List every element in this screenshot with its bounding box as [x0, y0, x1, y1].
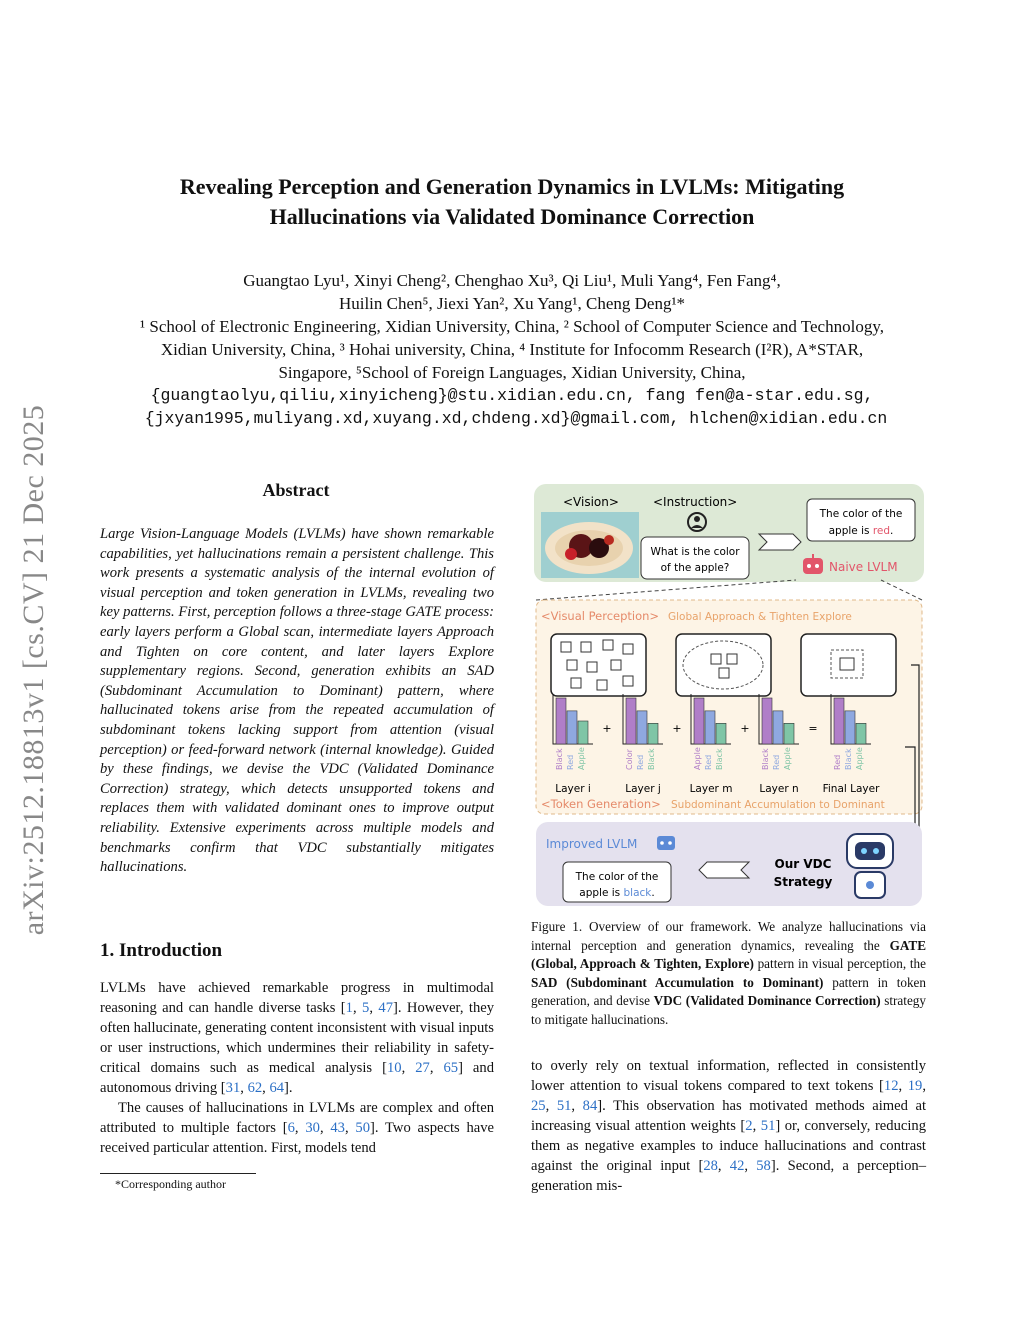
citation-link[interactable]: 42: [729, 1158, 745, 1174]
apple-plate-image: [541, 512, 639, 578]
vdc-strategy-label: Strategy: [773, 875, 833, 889]
introduction-text: LVLMs have achieved remarkable progress in multimodal reasoning and can handle diverse tasks [1, 5, 47]. However, they often hallucinate, generating content inconsistent with visual inputs or user instructions, which undermines their reliability in safety-critical domains such as medical analysis [10, 27, 65] and autonomous driving [31, 62, 64]. The causes of hallucinations in LVLMs are complex and often attributed to multiple factors [6, 30, 43, 50]. Two aspects have received particular attention. First, models tend: [100, 980, 495, 1156]
improved-lvlm-label: Improved LVLM: [546, 837, 638, 851]
token-generation-tag: <Token Generation>: [541, 797, 661, 811]
token-bar: [567, 711, 577, 744]
layer-label: Final Layer: [822, 783, 880, 795]
token-label: Red: [566, 754, 575, 770]
plus-sign: +: [740, 722, 750, 735]
token-label: Apple: [855, 747, 864, 770]
connector-line: [536, 580, 796, 600]
connector-line: [881, 580, 922, 600]
naive-answer-text: The color of the: [819, 508, 903, 520]
citation-link[interactable]: 43: [330, 1120, 345, 1136]
token-label: Black: [715, 748, 724, 770]
plus-sign: +: [672, 722, 682, 735]
citation-link[interactable]: 84: [582, 1098, 598, 1114]
footnote-rule: [100, 1173, 256, 1174]
token-label: Apple: [577, 747, 586, 770]
token-generation-desc: Subdominant Accumulation to Dominant: [671, 799, 885, 811]
citation-link[interactable]: 65: [443, 1060, 459, 1076]
author-block: [100, 269, 924, 430]
citation-link[interactable]: 51: [760, 1118, 776, 1134]
footnote: *Corresponding author: [115, 1177, 226, 1191]
affiliation-line: ¹ School of Electronic Engineering, Xidian University, China, ² School of Computer Science and Technology,: [140, 317, 884, 336]
token-bar: [834, 698, 844, 744]
email-line: {guangtaolyu,qiliu,xinyicheng}@stu.xidian.edu.cn, fang fen@a-star.edu.sg,: [150, 386, 874, 405]
citation-link[interactable]: 51: [556, 1098, 572, 1114]
paper-title: Revealing Perception and Generation Dynamics in LVLMs: Mitigating Hallucinations via Validated Dominance Correction: [179, 174, 845, 229]
citation-link[interactable]: 27: [415, 1060, 430, 1076]
citation-link[interactable]: 1: [345, 1000, 353, 1016]
citation-link[interactable]: 31: [225, 1080, 241, 1096]
question-text: of the apple?: [660, 562, 730, 574]
improved-answer-text: The color of the: [575, 871, 659, 883]
token-bar: [626, 698, 636, 744]
citation-link[interactable]: 19: [907, 1078, 923, 1094]
token-bar: [705, 711, 715, 744]
approach-tighten-box: [676, 634, 771, 696]
citation-link[interactable]: 64: [269, 1080, 285, 1096]
token-label: Red: [772, 754, 781, 770]
affiliation-line: Singapore, ⁵School of Foreign Languages, Xidian University, China,: [278, 363, 746, 382]
token-bar: [556, 698, 566, 744]
improved-answer-text: apple is black.: [579, 887, 655, 899]
section-heading-introduction: 1. Introduction: [100, 940, 223, 961]
token-bar: [637, 711, 647, 744]
question-text: What is the color: [650, 546, 740, 558]
token-label: Red: [636, 754, 645, 770]
token-bar: [845, 711, 855, 744]
robot-icon: [657, 836, 675, 850]
citation-link[interactable]: 28: [703, 1158, 718, 1174]
citation-link[interactable]: 5: [362, 1000, 370, 1016]
naive-lvlm-label: Naive LVLM: [829, 560, 898, 574]
abstract-text: Large Vision-Language Models (LVLMs) have shown remarkable capabilities, yet hallucinations remain a persistent challenge. This work presents a systematic analysis of the internal evolution of visual perception and token generation in LVLMs, revealing two key patterns. First, perception follows a three-stage GATE process: early layers perform a Global scan, intermediate layers Approach and Tighten on core content, and later layers Explore supplementary regions. Second, generation exhibits an SAD (Subdominant Accumulation to Dominant) pattern, where hallucinated tokens arise from the repeated accumulation of subdominant tokens lacking support from attention (visual perception) or feed-forward network (internal knowledge). Guided by these findings, we devise the VDC (Validated Dominance Correction) strategy, which detects unsupported tokens and replaces them with validated dominant ones to improve output reliability. Extensive experiments across multiple models and benchmarks confirm that VDC substantially mitigates hallucinations.: [100, 526, 494, 876]
token-label: Color: [625, 749, 634, 770]
token-label: Black: [647, 748, 656, 770]
email-line: {jxyan1995,muliyang.xd,xuyang.xd,chdeng.xd}@gmail.com, hlchen@xidian.edu.cn: [144, 409, 888, 428]
vision-tag: <Vision>: [563, 495, 619, 509]
token-bar: [784, 723, 794, 744]
visual-perception-tag: <Visual Perception>: [541, 609, 660, 623]
arxiv-sidebar-id: arXiv:2512.18813v1 [cs.CV] 21 Dec 2025: [17, 404, 50, 936]
citation-link[interactable]: 50: [355, 1120, 370, 1136]
authors-line: Guangtao Lyu¹, Xinyi Cheng², Chenghao Xu³, Qi Liu¹, Muli Yang⁴, Fen Fang⁴,: [243, 271, 781, 290]
citation-link[interactable]: 6: [287, 1120, 295, 1136]
token-label: Black: [761, 748, 770, 770]
global-scan-box: [551, 634, 646, 696]
layer-label: Layer m: [689, 783, 733, 795]
visual-perception-desc: Global Approach & Tighten Explore: [668, 611, 852, 623]
token-bar: [856, 723, 866, 744]
token-label: Apple: [783, 747, 792, 770]
token-bar: [716, 723, 726, 744]
abstract-heading: Abstract: [262, 480, 330, 500]
token-label: Black: [844, 748, 853, 770]
token-label: Apple: [693, 747, 702, 770]
layer-label: Layer j: [625, 783, 661, 795]
citation-link[interactable]: 62: [247, 1080, 263, 1096]
token-label: Red: [833, 754, 842, 770]
citation-link[interactable]: 12: [883, 1078, 899, 1094]
token-label: Red: [704, 754, 713, 770]
token-bar: [762, 698, 772, 744]
citation-link[interactable]: 25: [531, 1098, 546, 1114]
figure-caption: Figure 1. Overview of our framework. We analyze hallucinations via internal perception and generation dynamics, revealing the GATE (Global, Approach & Tighten, Explore) pattern in visual perception, the SAD (Subdominant Accumulation to Dominant) pattern in token generation, and devise VDC (Validated Dominance Correction) strategy to mitigate hallucinations.: [531, 919, 927, 1027]
plus-sign: +: [602, 722, 612, 735]
token-label: Black: [555, 748, 564, 770]
token-bar: [773, 711, 783, 744]
affiliation-line: Xidian University, China, ³ Hohai university, China, ⁴ Institute for Infocomm Research (I²R), A*STAR,: [160, 340, 864, 359]
citation-link[interactable]: 10: [386, 1060, 402, 1076]
citation-link[interactable]: 58: [756, 1158, 771, 1174]
layer-label: Layer n: [759, 783, 799, 795]
token-bar: [648, 723, 658, 744]
perception-generation-panel: [536, 600, 922, 814]
explore-box: [801, 634, 896, 696]
figure-1: [531, 482, 927, 912]
citation-link[interactable]: 30: [305, 1120, 320, 1136]
equals-sign: =: [808, 722, 818, 735]
arrow-left-icon: [699, 862, 749, 878]
authors-line: Huilin Chen⁵, Jiexi Yan², Xu Yang¹, Cheng Deng¹*: [338, 294, 686, 313]
vdc-strategy-label: Our VDC: [774, 857, 832, 871]
token-bar: [578, 721, 588, 744]
layer-label: Layer i: [555, 783, 591, 795]
naive-answer-text: apple is red.: [828, 525, 894, 537]
token-bar: [694, 698, 704, 744]
citation-link[interactable]: 47: [378, 1000, 393, 1016]
figure-1-diagram: [531, 482, 927, 912]
body-text-column-2: to overly rely on textual information, reflected in consistently lower attention to visual tokens compared to text tokens [12, 19, 25, 51, 84]. This observation has motivated methods aimed at increasing visual attention weights [2, 51] or, conversely, reducing them as negative examples to induce hallucinations and contrast against the original input [28, 42, 58]. Second, a perception–generation mis-: [531, 1058, 927, 1194]
citation-link[interactable]: 2: [745, 1118, 753, 1134]
instruction-tag: <Instruction>: [653, 495, 738, 509]
